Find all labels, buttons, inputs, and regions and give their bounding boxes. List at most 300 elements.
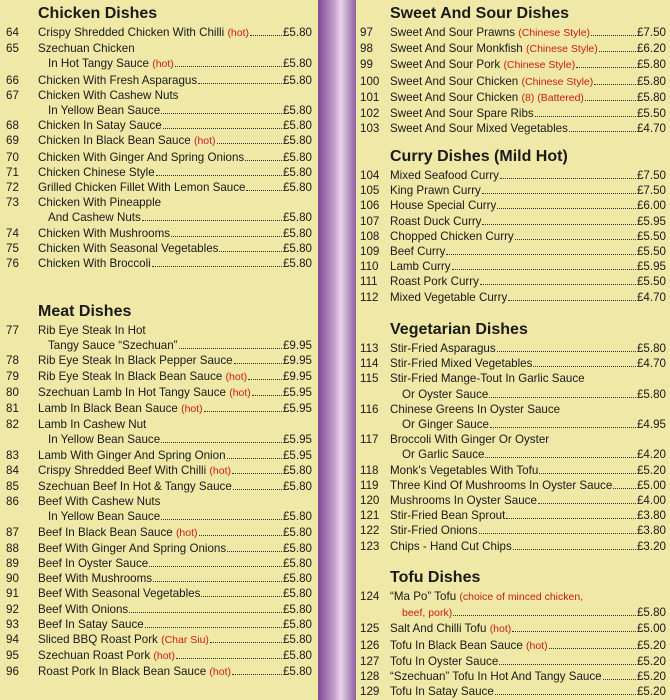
item-name: Stir-Fried Mange-Tout In Garlic Sauce (390, 372, 585, 386)
item-price: £5.80 (282, 257, 312, 271)
item-line (38, 602, 312, 617)
item-name: Mixed Seafood Curry (390, 169, 499, 182)
item-number: 65 (6, 42, 19, 56)
menu-item-66 (0, 73, 318, 88)
item-line (390, 493, 666, 508)
item-price: £5.80 (282, 649, 312, 663)
item-line (390, 229, 666, 244)
item-price: £5.80 (636, 90, 666, 104)
item-price: £5.80 (282, 665, 312, 679)
item-line (390, 74, 666, 90)
item-price: £6.20 (636, 42, 666, 56)
dot-leader (482, 193, 636, 194)
item-price: £9.95 (282, 369, 312, 383)
item-number: 78 (6, 354, 19, 368)
menu-item-88 (0, 541, 318, 556)
item-line (390, 478, 666, 493)
dot-leader (497, 208, 636, 209)
dot-leader (246, 190, 282, 191)
item-price: £5.50 (636, 245, 666, 259)
item-number: 116 (360, 402, 379, 416)
item-line (38, 385, 312, 401)
item-name: Beef In Satay Sauce (38, 617, 144, 631)
item-line (38, 479, 312, 494)
item-line (38, 463, 312, 479)
item-number: 118 (360, 463, 379, 477)
dot-leader (599, 51, 636, 52)
section-title: Meat Dishes (38, 303, 132, 320)
item-name: Chicken In Satay Sauce (38, 119, 162, 133)
item-line (38, 73, 312, 88)
item-note: (hot) (489, 623, 512, 636)
dot-leader (245, 160, 282, 161)
item-price: £5.95 (282, 448, 312, 462)
item-name: Szechuan Beef In Hot & Tangy Sauce (38, 480, 232, 494)
menu-item-79 (0, 369, 318, 385)
item-number: 102 (360, 107, 380, 121)
item-number: 71 (6, 165, 19, 179)
dot-leader (446, 254, 636, 255)
item-name: Chicken With Broccoli (38, 257, 151, 271)
item-name: Chips - Hand Cut Chips (390, 539, 512, 553)
item-line (38, 541, 312, 556)
item-line (390, 508, 666, 523)
dot-leader (613, 488, 636, 489)
item-number: 90 (6, 572, 19, 586)
dot-leader (152, 266, 282, 267)
item-number: 128 (360, 670, 380, 684)
dot-leader (176, 658, 282, 659)
item-name: Roast Pork Curry (390, 275, 479, 289)
item-number: 75 (6, 241, 19, 255)
item-line (402, 605, 666, 621)
item-price: £5.80 (282, 602, 312, 616)
item-note: (8) (Battered) (521, 91, 584, 104)
item-name: In Hot Tangy Sauce (48, 57, 153, 71)
item-line (38, 401, 312, 417)
item-number: 122 (360, 524, 380, 538)
dot-leader (538, 503, 636, 504)
menu-item-65 (0, 41, 318, 72)
item-price: £5.20 (636, 670, 666, 684)
item-price: £5.80 (282, 119, 312, 133)
item-number: 101 (360, 90, 380, 104)
item-line (48, 103, 312, 118)
menu-item-112 (356, 290, 670, 305)
item-price: £5.20 (636, 685, 666, 699)
item-name: King Prawn Curry (390, 184, 481, 198)
dot-leader (603, 679, 636, 680)
item-name: Sweet And Sour Pork (390, 58, 504, 72)
dot-leader (453, 615, 636, 616)
item-price: £4.20 (636, 448, 666, 462)
dot-leader (145, 627, 282, 628)
item-line (38, 417, 312, 432)
dot-leader (513, 549, 636, 550)
item-line (38, 256, 312, 271)
item-name: Sweet And Sour Chicken (390, 90, 522, 104)
item-price: £3.80 (636, 509, 666, 523)
item-note: (hot) (227, 27, 250, 39)
menu-item-74 (0, 226, 318, 241)
menu-item-100 (356, 74, 670, 90)
item-price: £5.80 (282, 541, 312, 555)
item-note: (hot) (225, 370, 248, 383)
menu-item-73 (0, 195, 318, 225)
dot-leader (153, 581, 282, 582)
item-price: £4.70 (636, 290, 666, 304)
item-price: £9.95 (282, 339, 312, 353)
item-line (390, 198, 666, 213)
menu-item-110 (356, 259, 670, 274)
dot-leader (161, 519, 282, 520)
item-line (48, 56, 312, 72)
item-line (402, 417, 666, 432)
item-number: 73 (6, 196, 19, 210)
menu-item-114 (356, 356, 670, 371)
item-name: In Yellow Bean Sauce (48, 104, 161, 118)
item-note: (Chinese Style) (521, 75, 594, 88)
menu-item-123 (356, 539, 670, 554)
item-price: £5.80 (636, 58, 666, 72)
item-number: 103 (360, 122, 380, 136)
menu-item-122 (356, 523, 670, 538)
dot-leader (576, 67, 636, 68)
dot-leader (512, 631, 636, 632)
item-price: £5.80 (282, 525, 312, 539)
dot-leader (506, 518, 636, 519)
dot-leader (156, 175, 282, 176)
item-number: 127 (360, 654, 380, 668)
item-price: £5.80 (282, 73, 312, 87)
dot-leader (232, 473, 282, 474)
item-number: 83 (6, 448, 19, 462)
menu-column-right (356, 0, 670, 700)
menu-item-93 (0, 617, 318, 632)
dot-leader (508, 300, 636, 301)
section-title: Vegetarian Dishes (390, 321, 528, 338)
item-price: £5.80 (282, 241, 312, 255)
item-line (38, 586, 312, 601)
item-line (38, 323, 312, 338)
dot-leader (163, 128, 282, 129)
item-note: (hot) (209, 666, 232, 679)
item-name: Beef With Ginger And Spring Onions (38, 541, 227, 555)
dot-leader (234, 363, 282, 364)
menu-item-68 (0, 118, 318, 133)
item-price: £4.95 (636, 418, 666, 432)
menu-item-69 (0, 133, 318, 149)
menu-item-82 (0, 417, 318, 447)
item-number: 121 (360, 509, 380, 523)
item-price: £4.70 (636, 122, 666, 136)
item-name: Tangy Sauce “Szechuan” (48, 339, 178, 353)
menu-item-117 (356, 432, 670, 462)
item-name: Stir-Fried Asparagus (390, 342, 496, 355)
item-line (38, 25, 312, 41)
item-line (390, 402, 666, 417)
menu-item-97 (356, 25, 670, 41)
menu-item-77 (0, 323, 318, 353)
dot-leader (233, 489, 282, 490)
item-line (390, 356, 666, 371)
item-number: 86 (6, 495, 19, 509)
item-note: (hot) (229, 386, 251, 399)
dot-leader (499, 664, 636, 665)
menu-item-109 (356, 244, 670, 259)
item-price: £5.00 (636, 622, 666, 636)
item-name: “Ma Po” Tofu (390, 590, 460, 603)
menu-item-125 (356, 621, 670, 637)
dot-leader (227, 551, 282, 552)
dot-leader (594, 84, 636, 85)
item-note: (hot) (152, 58, 174, 71)
menu-item-85 (0, 479, 318, 494)
item-price: £5.80 (636, 387, 666, 401)
item-name: Chopped Chicken Curry (390, 229, 514, 243)
item-name: Three Kind Of Mushrooms In Oyster Sauce (390, 478, 613, 492)
item-number: 68 (6, 119, 19, 133)
section-title: Chicken Dishes (38, 5, 158, 22)
item-line (390, 523, 666, 538)
item-price: £7.50 (636, 169, 666, 182)
menu-item-89 (0, 556, 318, 571)
item-number: 106 (360, 199, 380, 213)
item-line (38, 448, 312, 463)
item-note: (hot) (181, 403, 203, 416)
item-line (390, 57, 666, 73)
item-note: (choice of minced chicken, (459, 591, 584, 603)
item-name: Beef Curry (390, 245, 446, 259)
section-meat-dishes (0, 301, 318, 681)
section-vegetarian-dishes (356, 319, 670, 554)
dot-leader (201, 596, 282, 597)
item-line (390, 684, 666, 699)
item-name: Sweet And Sour Chicken (390, 74, 522, 88)
item-name: Stir-Fried Onions (390, 524, 478, 538)
item-name: Chicken With Mushrooms (38, 226, 171, 240)
item-number: 98 (360, 42, 373, 56)
item-price: £6.00 (636, 199, 666, 213)
section-chicken-dishes (0, 3, 318, 271)
item-name: Beef In Black Bean Sauce (38, 525, 176, 539)
menu-item-71 (0, 165, 318, 180)
item-price: £4.70 (636, 357, 666, 371)
item-number: 123 (360, 539, 380, 553)
menu-item-78 (0, 353, 318, 368)
item-note: (Chinese Style) (525, 43, 598, 56)
item-number: 91 (6, 587, 19, 601)
item-line (390, 183, 666, 198)
section-curry-dishes-mild-hot (356, 146, 670, 305)
item-name: Chicken With Cashew Nuts (38, 88, 179, 102)
dot-leader (569, 131, 636, 132)
dot-leader (495, 694, 636, 695)
item-number: 115 (360, 372, 379, 386)
dot-leader (227, 458, 282, 459)
menu-item-108 (356, 229, 670, 244)
item-name: Beef With Mushrooms (38, 572, 153, 586)
item-line (48, 509, 312, 524)
menu-item-76 (0, 256, 318, 271)
item-line (38, 632, 312, 648)
item-name: Tofu In Oyster Sauce (390, 654, 499, 668)
dot-leader (161, 113, 282, 114)
item-name: Broccoli With Ginger Or Oyster (390, 433, 550, 447)
dot-leader (489, 397, 636, 398)
item-name: Sliced BBQ Roast Pork (38, 633, 162, 647)
item-price: £5.80 (282, 104, 312, 118)
item-name: Rib Eye Steak In Black Bean Sauce (38, 369, 226, 383)
item-line (390, 638, 666, 654)
item-number: 129 (360, 685, 380, 699)
item-number: 79 (6, 369, 19, 383)
item-line (38, 118, 312, 133)
menu-item-105 (356, 183, 670, 198)
menu-item-128 (356, 669, 670, 684)
item-name: Crispy Shredded Chicken With Chilli (38, 26, 228, 39)
item-line (402, 447, 666, 462)
menu-item-103 (356, 121, 670, 136)
item-number: 125 (360, 622, 380, 636)
menu-item-81 (0, 401, 318, 417)
item-number: 99 (360, 58, 373, 72)
item-name: Beef In Oyster Sauce (38, 557, 149, 571)
item-line (390, 621, 666, 637)
menu-item-113 (356, 341, 670, 356)
dot-leader (149, 566, 282, 567)
item-line (38, 664, 312, 680)
item-price: £7.50 (636, 184, 666, 198)
item-price: £5.95 (282, 433, 312, 447)
dot-leader (490, 427, 636, 428)
item-line (390, 25, 666, 41)
item-price: £5.80 (282, 211, 312, 225)
item-name: Szechuan Lamb In Hot Tangy Sauce (38, 385, 230, 399)
menu-item-84 (0, 463, 318, 479)
item-line (390, 654, 666, 669)
menu-item-124 (356, 589, 670, 621)
item-line (38, 525, 312, 541)
item-price: £5.80 (282, 134, 312, 148)
item-name: Chicken Chinese Style (38, 165, 155, 179)
menu-item-95 (0, 648, 318, 664)
item-line (390, 463, 666, 478)
menu-item-70 (0, 150, 318, 165)
menu-item-121 (356, 508, 670, 523)
menu-item-106 (356, 198, 670, 213)
item-price: £5.80 (282, 480, 312, 494)
item-line (390, 669, 666, 684)
item-line (38, 226, 312, 241)
item-number: 119 (360, 478, 379, 492)
item-name: Chicken With Pineapple (38, 196, 162, 210)
menu-item-83 (0, 448, 318, 463)
item-line (390, 121, 666, 136)
item-number: 108 (360, 229, 380, 243)
section-title: Sweet And Sour Dishes (390, 5, 569, 22)
item-line (38, 195, 312, 210)
menu-item-129 (356, 684, 670, 699)
item-note: beef, pork) (402, 607, 453, 620)
section-tofu-dishes (356, 567, 670, 699)
item-line (38, 180, 312, 195)
item-name: Chinese Greens In Oyster Sauce (390, 402, 561, 416)
item-line (38, 88, 312, 103)
item-number: 109 (360, 245, 380, 259)
item-line (390, 539, 666, 554)
menu-item-111 (356, 274, 670, 289)
item-name: Stir-Fried Mixed Vegetables (390, 357, 533, 371)
item-number: 97 (360, 26, 373, 39)
dot-leader (171, 236, 282, 237)
item-price: £5.80 (282, 572, 312, 586)
item-line (38, 165, 312, 180)
menu-item-86 (0, 494, 318, 524)
item-price: £5.80 (636, 606, 666, 620)
item-price: £5.80 (282, 633, 312, 647)
dot-leader (129, 612, 282, 613)
item-name: Tofu In Satay Sauce (390, 685, 494, 699)
item-line (402, 387, 666, 402)
item-price: £9.95 (282, 354, 312, 368)
item-note: (Chinese Style) (503, 59, 576, 72)
item-number: 85 (6, 480, 19, 494)
item-line (390, 432, 666, 447)
item-name: Sweet And Sour Mixed Vegetables (390, 122, 568, 136)
item-name: Szechuan Chicken (38, 42, 135, 56)
item-price: £5.80 (282, 557, 312, 571)
item-name: Sweet And Sour Monkfish (390, 42, 526, 56)
section-title: Tofu Dishes (390, 569, 481, 586)
item-price: £3.20 (636, 539, 666, 553)
dot-leader (248, 379, 282, 380)
item-line (390, 244, 666, 259)
item-line (390, 274, 666, 289)
item-name: Mixed Vegetable Curry (390, 290, 508, 304)
decorative-photo-strip (318, 0, 356, 700)
item-number: 93 (6, 617, 19, 631)
item-price: £5.95 (282, 385, 312, 399)
dot-leader (452, 269, 636, 270)
item-number: 113 (360, 342, 379, 355)
menu-item-101 (356, 90, 670, 106)
dot-leader (204, 411, 282, 412)
item-number: 69 (6, 134, 19, 148)
item-number: 72 (6, 181, 19, 195)
item-name: Sweet And Sour Prawns (390, 26, 519, 39)
item-price: £5.80 (636, 342, 666, 355)
item-name: Or Ginger Sauce (402, 418, 489, 432)
menu-item-102 (356, 106, 670, 121)
item-note: (hot) (193, 135, 216, 148)
item-note: (Char Siu) (161, 634, 209, 647)
item-number: 117 (360, 433, 379, 447)
dot-leader (515, 239, 636, 240)
item-line (390, 371, 666, 386)
item-number: 94 (6, 633, 19, 647)
item-number: 120 (360, 494, 380, 508)
menu-item-116 (356, 402, 670, 432)
item-name: Or Garlic Sauce (402, 448, 485, 462)
item-name: Szechuan Roast Pork (38, 649, 154, 663)
item-line (390, 341, 666, 356)
dot-leader (500, 178, 636, 179)
item-price: £5.50 (636, 229, 666, 243)
item-line (38, 241, 312, 256)
item-name: And Cashew Nuts (48, 211, 141, 225)
item-price: £7.50 (636, 26, 666, 39)
